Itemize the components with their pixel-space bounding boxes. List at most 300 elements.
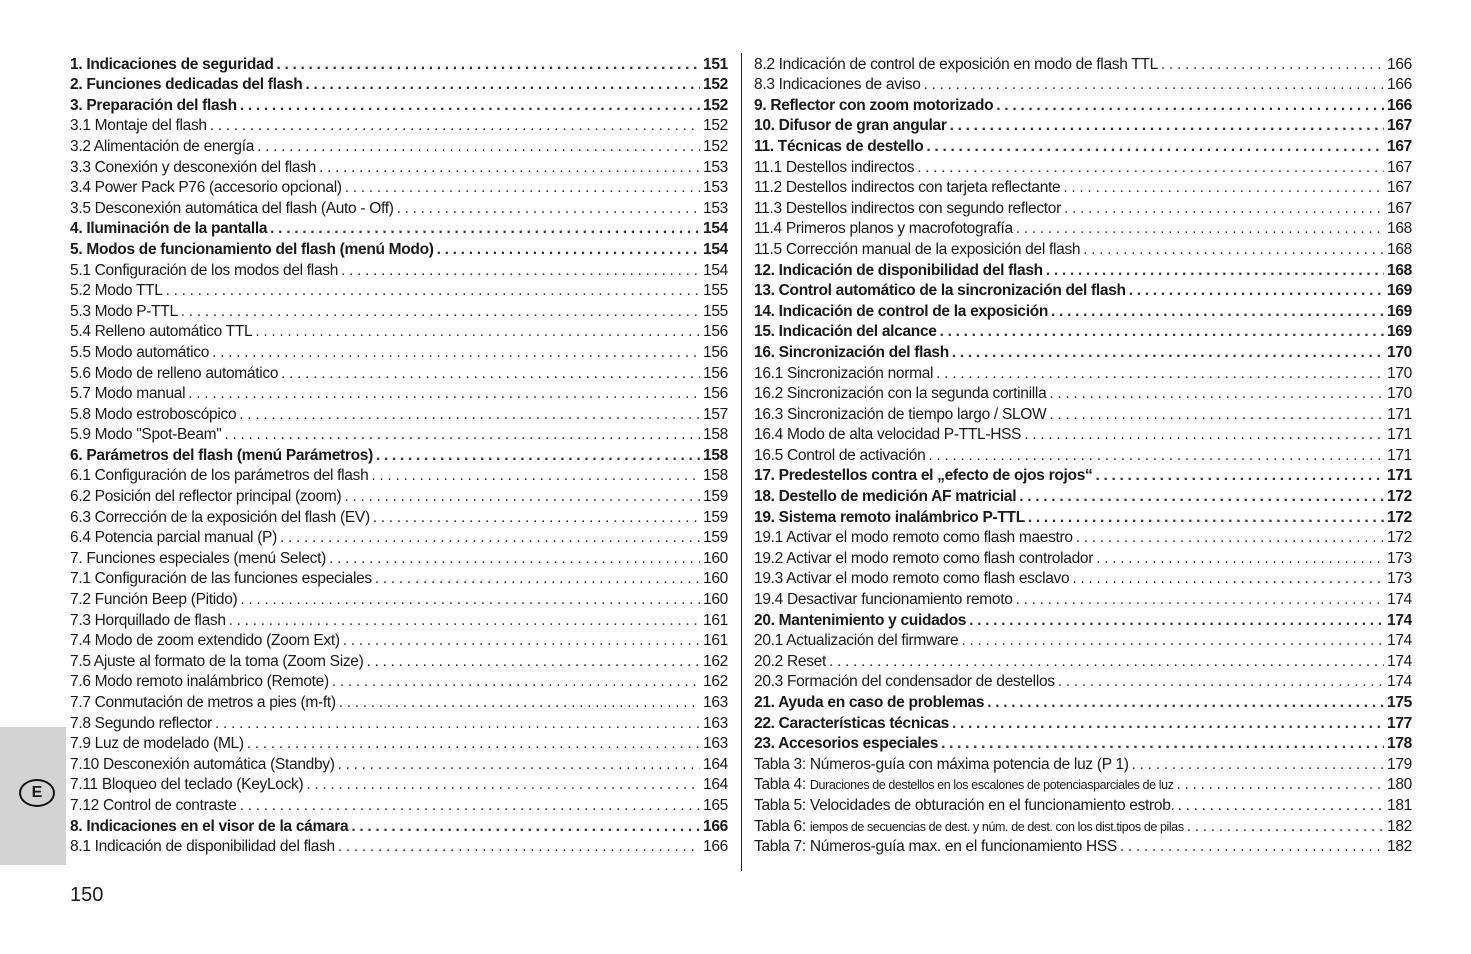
toc-leader-dots	[1177, 776, 1385, 794]
toc-entry-page: 173	[1387, 570, 1412, 588]
toc-entry-title: 7.3 Horquillado de flash	[70, 611, 226, 629]
toc-entry[interactable]	[70, 403, 728, 424]
toc-entry[interactable]	[754, 691, 1412, 712]
toc-entry[interactable]	[754, 506, 1412, 527]
toc-leader-dots	[188, 385, 700, 403]
toc-entry-page: 181	[1387, 796, 1412, 814]
toc-leader-dots	[1049, 406, 1384, 424]
toc-entry[interactable]	[754, 300, 1412, 321]
toc-entry-title: 5.5 Modo automático	[70, 343, 210, 361]
toc-entry-page: 152	[703, 76, 728, 94]
toc-entry-page: 156	[703, 364, 728, 382]
toc-entry-page: 170	[1387, 343, 1412, 361]
toc-entry-title: 1. Indicaciones de seguridad	[70, 55, 274, 73]
toc-leader-dots	[280, 529, 700, 547]
toc-leader-dots	[305, 76, 700, 94]
toc-entry-title: 7.1 Configuración de las funciones especiales	[70, 570, 372, 588]
toc-entry[interactable]	[70, 94, 728, 115]
toc-entry-page: 157	[703, 405, 728, 423]
toc-entry-title: 5.3 Modo P-TTL	[70, 302, 178, 320]
toc-leader-dots	[829, 653, 1384, 671]
toc-entry-page: 171	[1387, 405, 1412, 423]
toc-leader-dots	[924, 76, 1384, 94]
toc-leader-dots	[240, 97, 700, 115]
toc-entry-page: 153	[703, 199, 728, 217]
toc-entry[interactable]	[754, 259, 1412, 280]
toc-entry-title: 3.2 Alimentación de energía	[70, 137, 255, 155]
toc-entry[interactable]	[70, 53, 728, 74]
toc-entry-title: 7.2 Función Beep (Pitido)	[70, 591, 238, 609]
toc-leader-dots	[1063, 179, 1384, 197]
toc-entry[interactable]	[754, 218, 1412, 239]
toc-entry-page: 168	[1387, 220, 1412, 238]
toc-entry-page: 174	[1387, 611, 1412, 629]
toc-entry[interactable]	[70, 238, 728, 259]
toc-entry-title: 19.4 Desactivar funcionamiento remoto	[754, 591, 1013, 609]
toc-entry-title: 7.6 Modo remoto inalámbrico (Remote)	[70, 673, 329, 691]
toc-entry[interactable]	[754, 712, 1412, 733]
toc-leader-dots	[306, 776, 700, 794]
toc-entry-page: 179	[1387, 755, 1412, 773]
toc-leader-dots	[952, 344, 1384, 362]
toc-leader-dots	[351, 818, 700, 836]
toc-leader-dots	[1019, 488, 1384, 506]
toc-entry[interactable]	[754, 280, 1412, 301]
toc-leader-dots	[255, 323, 700, 341]
toc-leader-dots	[397, 200, 700, 218]
toc-entry-title: 12. Indicación de disponibilidad del flash	[754, 261, 1043, 279]
toc-leader-dots	[373, 509, 700, 527]
toc-entry-title: 6.4 Potencia parcial manual (P)	[70, 529, 277, 547]
toc-entry-page: 172	[1387, 529, 1412, 547]
toc-entry-page: 161	[703, 632, 728, 650]
toc-entry-title: 16. Sincronización del flash	[754, 343, 949, 361]
toc-leader-dots	[212, 344, 700, 362]
toc-entry-title: 20. Mantenimiento y cuidados	[754, 611, 967, 629]
toc-leader-dots	[1046, 262, 1384, 280]
toc-entry-page: 166	[1387, 76, 1412, 94]
toc-entry-page: 174	[1387, 673, 1412, 691]
toc-entry-page: 152	[703, 117, 728, 135]
toc-entry-page: 159	[703, 488, 728, 506]
toc-entry-title: 5. Modos de funcionamiento del flash (menú Modo)	[70, 240, 434, 258]
toc-entry-title: 10. Difusor de gran angular	[754, 117, 947, 135]
toc-leader-dots	[1076, 529, 1384, 547]
toc-entry[interactable]	[70, 547, 728, 568]
toc-leader-dots	[270, 220, 700, 238]
toc-entry-page: 174	[1387, 632, 1412, 650]
toc-entry-page: 167	[1387, 199, 1412, 217]
toc-leader-dots	[343, 632, 700, 650]
toc-entry[interactable]	[70, 321, 728, 342]
toc-entry-title: 3.1 Montaje del flash	[70, 117, 207, 135]
toc-leader-dots	[344, 488, 700, 506]
toc-entry[interactable]	[754, 403, 1412, 424]
toc-leader-dots	[247, 735, 700, 753]
toc-entry[interactable]	[70, 774, 728, 795]
toc-entry[interactable]	[754, 115, 1412, 136]
toc-entry-title: 6.3 Corrección de la exposición del flash (EV)	[70, 508, 370, 526]
toc-leader-dots	[1096, 550, 1384, 568]
toc-entry-title: 7.10 Desconexión automática (Standby)	[70, 755, 335, 773]
toc-leader-dots	[936, 365, 1384, 383]
toc-entry[interactable]	[70, 588, 728, 609]
toc-entry-title: 14. Indicación de control de la exposición	[754, 302, 1049, 320]
toc-leader-dots	[281, 365, 700, 383]
toc-entry-page: 151	[703, 55, 728, 73]
toc-entry[interactable]	[754, 94, 1412, 115]
toc-entry[interactable]	[754, 794, 1412, 815]
toc-leader-dots	[257, 138, 700, 156]
toc-entry-page: 169	[1387, 302, 1412, 320]
toc-entry[interactable]	[754, 424, 1412, 445]
toc-entry-page: 159	[703, 508, 728, 526]
toc-entry[interactable]	[70, 630, 728, 651]
toc-entry-page: 154	[703, 240, 728, 258]
toc-entry-page: 161	[703, 611, 728, 629]
toc-leader-dots	[338, 756, 700, 774]
toc-entry[interactable]	[754, 588, 1412, 609]
toc-leader-dots	[332, 673, 700, 691]
toc-entry-title: 3.4 Power Pack P76 (accesorio opcional)	[70, 179, 342, 197]
toc-entry-title: 16.2 Sincronización con la segunda cortinilla	[754, 385, 1047, 403]
toc-entry-page: 155	[703, 302, 728, 320]
toc-leader-dots	[1024, 426, 1384, 444]
toc-leader-dots	[941, 735, 1384, 753]
toc-entry-title: 7.7 Conmutación de metros a pies (m-ft)	[70, 694, 336, 711]
toc-entry[interactable]	[70, 177, 728, 198]
toc-entry-page: 182	[1387, 817, 1412, 835]
toc-entry[interactable]	[70, 465, 728, 486]
toc-leader-dots	[1129, 282, 1384, 300]
toc-entry-page: 167	[1387, 117, 1412, 135]
toc-leader-dots	[1028, 509, 1384, 527]
toc-entry-prefix: Tabla 4:	[754, 776, 806, 794]
toc-entry[interactable]	[70, 794, 728, 815]
toc-entry[interactable]	[70, 424, 728, 445]
language-badge	[19, 779, 55, 807]
toc-leader-dots	[1051, 303, 1384, 321]
toc-leader-dots	[1187, 818, 1384, 836]
toc-entry-page: 163	[703, 735, 728, 753]
toc-entry-page: 174	[1387, 652, 1412, 670]
toc-entry[interactable]	[70, 485, 728, 506]
toc-entry-page: 174	[1387, 591, 1412, 609]
toc-entry[interactable]	[754, 485, 1412, 506]
toc-entry[interactable]	[754, 630, 1412, 651]
toc-entry-title	[754, 818, 1184, 836]
toc-entry-title: 19.1 Activar el modo remoto como flash maestro	[754, 529, 1073, 547]
toc-entry-page: 171	[1387, 467, 1412, 485]
toc-entry-title: 9. Reflector con zoom motorizado	[754, 96, 994, 114]
toc-entry-title: 5.1 Configuración de los modos del flash	[70, 261, 339, 279]
toc-entry-page: 170	[1387, 385, 1412, 403]
toc-entry[interactable]	[70, 115, 728, 136]
toc-entry[interactable]	[70, 815, 728, 836]
toc-entry[interactable]	[754, 527, 1412, 548]
toc-entry-page: 154	[703, 261, 728, 279]
toc-entry[interactable]	[754, 74, 1412, 95]
toc-leader-dots	[277, 56, 701, 74]
toc-entry-title: 3.5 Desconexión automática del flash (Auto - Off)	[70, 199, 394, 217]
toc-entry[interactable]	[70, 506, 728, 527]
toc-entry[interactable]	[754, 733, 1412, 754]
toc-entry-title: Tabla 3: Números-guía con máxima potencia de luz (P 1)	[754, 755, 1129, 773]
toc-entry-page: 156	[703, 385, 728, 403]
toc-entry[interactable]	[70, 444, 728, 465]
toc-entry-title: 18. Destello de medición AF matricial	[754, 488, 1017, 506]
toc-leader-dots	[210, 117, 700, 135]
toc-leader-dots	[928, 447, 1384, 465]
toc-entry[interactable]	[754, 197, 1412, 218]
toc-entry-page: 170	[1387, 364, 1412, 382]
toc-entry-title: 11.2 Destellos indirectos con tarjeta reflectante	[754, 179, 1061, 197]
toc-entry-title: 7.12 Control de contraste	[70, 796, 237, 814]
toc-right-column	[754, 53, 1412, 856]
toc-entry[interactable]	[754, 671, 1412, 692]
toc-entry[interactable]	[754, 156, 1412, 177]
toc-left-column	[70, 53, 728, 856]
toc-entry-page: 162	[703, 673, 728, 691]
toc-entry-page: 158	[703, 446, 728, 464]
toc-entry[interactable]	[754, 609, 1412, 630]
toc-leader-dots	[181, 303, 700, 321]
toc-entry-page: 156	[703, 323, 728, 341]
toc-leader-dots	[996, 97, 1384, 115]
toc-entry-title: 3.3 Conexión y desconexión del flash	[70, 158, 316, 176]
toc-leader-dots	[1120, 838, 1384, 856]
toc-entry-title: 5.2 Modo TTL	[70, 282, 163, 300]
toc-entry[interactable]	[70, 753, 728, 774]
toc-entry[interactable]	[754, 341, 1412, 362]
toc-entry-title: 16.3 Sincronización de tiempo largo / SLOW	[754, 405, 1047, 423]
toc-entry[interactable]	[754, 465, 1412, 486]
toc-entry[interactable]	[70, 362, 728, 383]
toc-entry[interactable]	[70, 527, 728, 548]
toc-leader-dots	[224, 426, 700, 444]
toc-leader-dots	[240, 591, 700, 609]
toc-entry-title: 8.3 Indicaciones de aviso	[754, 76, 921, 94]
toc-entry-title: 6.2 Posición del reflector principal (zoom)	[70, 488, 342, 506]
toc-entry-prefix: Tabla 6:	[754, 817, 806, 835]
toc-entry-page: 166	[703, 817, 728, 835]
toc-entry[interactable]	[754, 753, 1412, 774]
toc-leader-dots	[1058, 673, 1384, 691]
toc-leader-dots	[239, 406, 700, 424]
toc-entry-title: 11. Técnicas de destello	[754, 137, 924, 155]
toc-entry[interactable]	[70, 836, 728, 857]
language-badge-label: E	[31, 784, 43, 801]
toc-entry-title: 7.4 Modo de zoom extendido (Zoom Ext)	[70, 632, 340, 650]
toc-entry[interactable]	[754, 815, 1412, 836]
toc-entry-title: 11.4 Primeros planos y macrofotografía	[754, 220, 1013, 238]
toc-entry-title: 20.3 Formación del condensador de destellos	[754, 673, 1055, 691]
toc-leader-dots	[926, 138, 1384, 156]
toc-entry-page: 167	[1387, 158, 1412, 176]
toc-entry-title: 8.2 Indicación de control de exposición en modo de flash TTL	[754, 55, 1158, 73]
toc-entry[interactable]	[754, 135, 1412, 156]
toc-leader-dots	[375, 570, 700, 588]
toc-entry-page: 156	[703, 343, 728, 361]
toc-leader-dots	[1072, 570, 1384, 588]
toc-entry[interactable]	[70, 691, 728, 712]
toc-entry[interactable]	[754, 53, 1412, 74]
toc-leader-dots	[437, 241, 700, 259]
toc-entry-page: 171	[1387, 426, 1412, 444]
toc-entry-page: 175	[1387, 694, 1412, 711]
toc-leader-dots	[367, 653, 701, 671]
toc-leader-dots	[1064, 200, 1384, 218]
toc-leader-dots	[338, 838, 700, 856]
toc-entry-title: 8.1 Indicación de disponibilidad del flash	[70, 838, 335, 856]
toc-leader-dots	[215, 715, 700, 733]
toc-entry-title: 7.9 Luz de modelado (ML)	[70, 735, 244, 753]
toc-entry[interactable]	[70, 712, 728, 733]
toc-entry[interactable]	[70, 218, 728, 239]
toc-entry-title: 3. Preparación del flash	[70, 96, 237, 114]
toc-entry-title: 17. Predestellos contra el „efecto de ojos rojos“	[754, 467, 1093, 485]
toc-entry-page: 172	[1387, 488, 1412, 506]
toc-entry[interactable]	[70, 135, 728, 156]
toc-entry[interactable]	[754, 444, 1412, 465]
toc-entry-title: 16.5 Control de activación	[754, 446, 926, 464]
toc-entry[interactable]	[70, 280, 728, 301]
toc-entry-title-small: iempos de secuencias de dest. y núm. de dest. con los dist.tipos de pilas	[809, 819, 1184, 834]
toc-entry-page: 152	[703, 137, 728, 155]
toc-entry-title: 11.1 Destellos indirectos	[754, 158, 915, 176]
toc-leader-dots	[940, 323, 1384, 341]
toc-leader-dots	[371, 467, 700, 485]
toc-entry[interactable]	[754, 238, 1412, 259]
toc-entry-title: 8. Indicaciones en el visor de la cámara	[70, 817, 349, 835]
toc-entry-page: 163	[703, 694, 728, 711]
toc-leader-dots	[1016, 220, 1384, 238]
toc-entry-title: 4. Iluminación de la pantalla	[70, 220, 268, 238]
toc-entry-title: 7. Funciones especiales (menú Select)	[70, 549, 326, 567]
toc-leader-dots	[1016, 591, 1384, 609]
toc-leader-dots	[987, 694, 1384, 712]
toc-entry-page: 171	[1387, 446, 1412, 464]
toc-entry-page: 167	[1387, 179, 1412, 197]
toc-entry-title: Tabla 7: Números-guía max. en el funcionamiento HSS	[754, 838, 1117, 856]
toc-entry-page: 155	[703, 282, 728, 300]
toc-entry-page: 159	[703, 529, 728, 547]
toc-entry[interactable]	[754, 383, 1412, 404]
toc-entry-title: 6.1 Configuración de los parámetros del flash	[70, 467, 369, 485]
toc-entry[interactable]	[70, 341, 728, 362]
toc-leader-dots	[1132, 756, 1384, 774]
toc-entry-page: 168	[1387, 261, 1412, 279]
toc-entry[interactable]	[754, 321, 1412, 342]
toc-entry-page: 173	[1387, 549, 1412, 567]
toc-entry-title: 5.9 Modo "Spot-Beam"	[70, 426, 222, 444]
toc-entry-title: 16.4 Modo de alta velocidad P-TTL-HSS	[754, 426, 1022, 444]
toc-entry-page: 158	[703, 467, 728, 485]
toc-entry[interactable]	[754, 774, 1412, 795]
toc-entry[interactable]	[70, 383, 728, 404]
toc-entry-title: 5.7 Modo manual	[70, 385, 186, 403]
toc-entry-page: 169	[1387, 323, 1412, 341]
toc-entry-title: 19.2 Activar el modo remoto como flash controlador	[754, 549, 1094, 567]
toc-entry-page: 166	[703, 838, 728, 856]
toc-leader-dots	[319, 159, 700, 177]
toc-entry-page: 158	[703, 426, 728, 444]
toc-entry-page: 160	[703, 570, 728, 588]
toc-entry-title: 11.3 Destellos indirectos con segundo reflector	[754, 199, 1061, 217]
page-number: 150	[70, 884, 104, 906]
toc-entry-title: 5.8 Modo estroboscópico	[70, 405, 237, 423]
toc-entry[interactable]	[754, 362, 1412, 383]
toc-leader-dots	[339, 694, 700, 712]
toc-entry-page: 165	[703, 796, 728, 814]
toc-entry[interactable]	[70, 300, 728, 321]
toc-entry[interactable]	[70, 259, 728, 280]
toc-leader-dots	[240, 797, 700, 815]
toc-entry[interactable]	[70, 156, 728, 177]
toc-entry[interactable]	[70, 568, 728, 589]
toc-entry[interactable]	[70, 650, 728, 671]
toc-entry-title: 15. Indicación del alcance	[754, 323, 937, 341]
toc-entry[interactable]	[70, 733, 728, 754]
toc-entry[interactable]	[754, 547, 1412, 568]
toc-entry-title: 19.3 Activar el modo remoto como flash esclavo	[754, 570, 1070, 588]
toc-entry-title: 20.2 Reset	[754, 652, 826, 670]
toc-entry-title: 21. Ayuda en caso de problemas	[754, 694, 985, 711]
toc-entry-title: 5.6 Modo de relleno automático	[70, 364, 279, 382]
toc-entry-title: 7.5 Ajuste al formato de la toma (Zoom Size)	[70, 652, 364, 670]
toc-entry-title: 22. Características técnicas	[754, 714, 949, 732]
toc-entry-title-small: Duraciones de destellos en los escalones de potenciasparciales de luz	[809, 778, 1174, 793]
column-divider	[741, 53, 742, 871]
toc-entry-title: 11.5 Corrección manual de la exposición del flash	[754, 240, 1081, 258]
toc-leader-dots	[229, 612, 700, 630]
toc-leader-dots	[969, 612, 1384, 630]
toc-entry-page: 154	[703, 220, 728, 238]
toc-leader-dots	[917, 159, 1384, 177]
toc-entry-page: 160	[703, 591, 728, 609]
toc-entry-page: 162	[703, 652, 728, 670]
toc-entry-title: 7.8 Segundo reflector	[70, 714, 212, 732]
toc-entry-title: 13. Control automático de la sincronización del flash	[754, 282, 1126, 300]
toc-entry-page: 153	[703, 158, 728, 176]
toc-entry-page: 169	[1387, 282, 1412, 300]
toc-leader-dots	[1178, 797, 1384, 815]
toc-leader-dots	[952, 715, 1384, 733]
toc-entry-title: 19. Sistema remoto inalámbrico P-TTL	[754, 508, 1025, 526]
toc-leader-dots	[1095, 467, 1384, 485]
toc-entry-title: 6. Parámetros del flash (menú Parámetros)	[70, 446, 373, 464]
toc-entry-title: 5.4 Relleno automático TTL	[70, 323, 253, 341]
toc-leader-dots	[341, 262, 700, 280]
toc-entry[interactable]	[70, 74, 728, 95]
toc-entry[interactable]	[754, 177, 1412, 198]
toc-entry[interactable]	[70, 197, 728, 218]
toc-entry-page: 166	[1387, 96, 1412, 114]
toc-entry[interactable]	[754, 568, 1412, 589]
toc-entry[interactable]	[754, 836, 1412, 857]
toc-entry-page: 166	[1387, 55, 1412, 73]
toc-entry[interactable]	[70, 609, 728, 630]
toc-entry-page: 163	[703, 714, 728, 732]
toc-entry[interactable]	[70, 671, 728, 692]
toc-entry-page: 178	[1387, 735, 1412, 753]
toc-leader-dots	[329, 550, 700, 568]
toc-entry[interactable]	[754, 650, 1412, 671]
toc-entry-title: 16.1 Sincronización normal	[754, 364, 934, 382]
toc-leader-dots	[1083, 241, 1384, 259]
toc-leader-dots	[345, 179, 700, 197]
toc-leader-dots	[376, 447, 700, 465]
